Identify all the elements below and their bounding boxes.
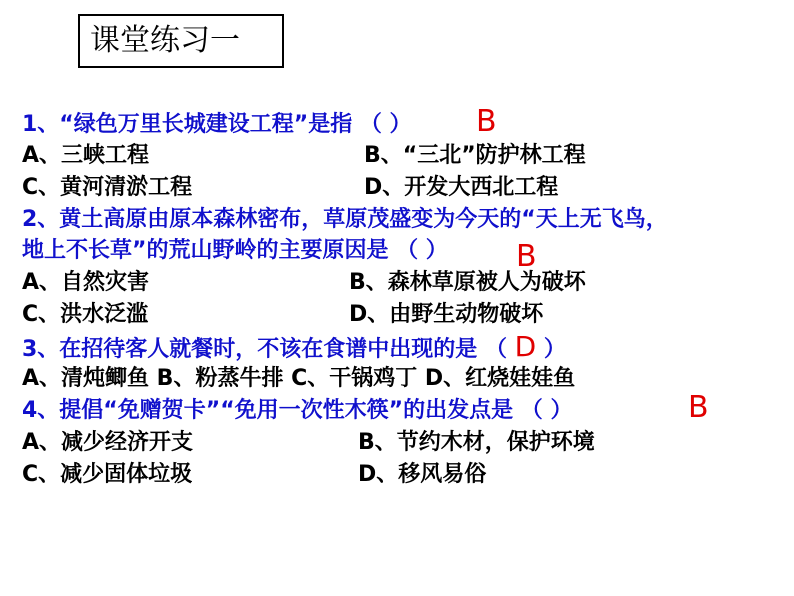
q2-option-c: C、洪水泛滥 xyxy=(22,302,149,327)
q1-option-b: B、“三北”防护林工程 xyxy=(364,143,586,168)
q4-option-d: D、移风易俗 xyxy=(358,462,487,487)
q2-stem-line1: 2、黄土高原由原本森林密布，草原茂盛变为今天的“天上无飞鸟， xyxy=(22,207,668,232)
exercise-title: 课堂练习一 xyxy=(78,14,284,68)
q3-stem xyxy=(22,332,566,365)
q1-stem: 1、“绿色万里长城建设工程”是指 （ ） xyxy=(22,112,412,137)
q2-answer: B xyxy=(516,239,537,274)
q1-answer: B xyxy=(476,104,497,139)
q4-stem: 4、提倡“免赠贺卡”“免用一次性木筷”的出发点是 （ ） xyxy=(22,398,573,423)
q3-answer: D xyxy=(514,330,537,363)
q1-option-a: A、三峡工程 xyxy=(22,143,150,168)
q4-answer: B xyxy=(688,390,709,425)
q4-option-b: B、节约木材，保护环境 xyxy=(358,430,595,455)
q3-options: A、清炖鲫鱼 B、粉蒸牛排 C、干锅鸡丁 D、红烧娃娃鱼 xyxy=(22,366,576,391)
q3-stem-text: 3、在招待客人就餐时，不该在食谱中出现的是 （ xyxy=(22,337,507,362)
q2-option-a: A、自然灾害 xyxy=(22,270,150,295)
q2-option-d: D、由野生动物破坏 xyxy=(349,302,544,327)
q2-option-b: B、森林草原被人为破坏 xyxy=(349,270,586,295)
q4-option-a: A、减少经济开支 xyxy=(22,430,194,455)
q1-option-d: D、开发大西北工程 xyxy=(364,175,559,200)
q4-option-c: C、减少固体垃圾 xyxy=(22,462,193,487)
q3-stem-close: ） xyxy=(543,337,566,362)
q2-stem-line2: 地上不长草”的荒山野岭的主要原因是 （ ） xyxy=(22,238,448,263)
q1-option-c: C、黄河清淤工程 xyxy=(22,175,193,200)
